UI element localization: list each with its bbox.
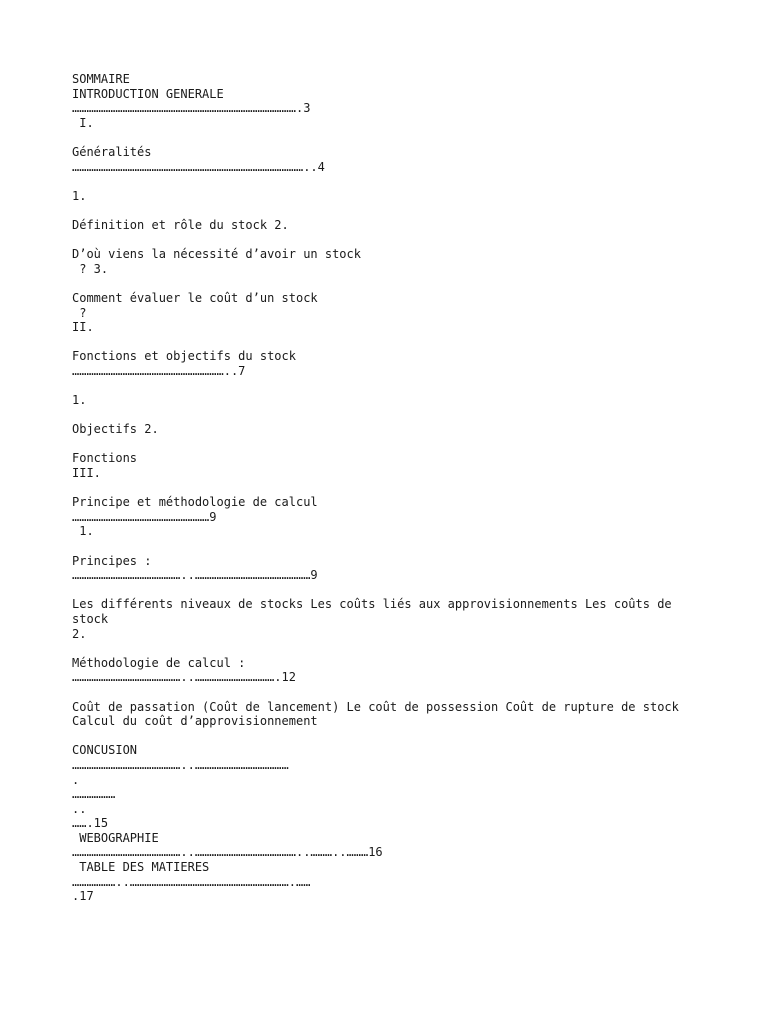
toc-line: Fonctions et objectifs du stock: [72, 349, 296, 364]
toc-line: I.: [72, 115, 94, 130]
toc-line: …………………………………………………9: [72, 509, 217, 524]
toc-line: Généralités: [72, 144, 152, 159]
blank-line: [72, 539, 712, 554]
toc-line: 1.: [72, 524, 94, 539]
toc-line: CONCUSION: [72, 743, 138, 758]
toc-line: .: [72, 772, 80, 787]
blank-line: [72, 685, 712, 700]
toc-line: D’où viens la nécessité d’avoir un stock: [72, 247, 361, 262]
blank-line: [72, 481, 712, 496]
toc-line: Objectifs 2.: [72, 422, 159, 437]
blank-line: [72, 174, 712, 189]
toc-line: ………………………………………………………..7: [72, 363, 246, 378]
toc-line: Comment évaluer le coût d’un stock: [72, 290, 318, 305]
toc-line: Coût de passation (Coût de lancement) Le coût de possession Coût de rupture de stock: [72, 699, 679, 714]
blank-line: [72, 276, 712, 291]
table-of-contents-page: [72, 72, 712, 904]
blank-line: [72, 583, 712, 598]
toc-line: 2.: [72, 626, 87, 641]
toc-line: II.: [72, 320, 94, 335]
blank-line: [72, 641, 712, 656]
toc-line: Principe et méthodologie de calcul: [72, 495, 318, 510]
blank-line: [72, 378, 712, 393]
toc-line: ………………………………………..…………………………………………9: [72, 568, 318, 583]
toc-line: WEBOGRAPHIE: [72, 830, 159, 845]
blank-line: [72, 233, 712, 248]
blank-line: [72, 130, 712, 145]
blank-line: [72, 335, 712, 350]
toc-line: 1.: [72, 188, 87, 203]
toc-line: ………………………………………………………………………………….3: [72, 101, 311, 116]
toc-line: ?: [72, 305, 87, 320]
toc-line: Définition et rôle du stock 2.: [72, 217, 289, 232]
toc-line: ………………………………………..…………………………….12: [72, 670, 296, 685]
toc-line: .17: [72, 889, 94, 904]
toc-line: ………………: [72, 787, 116, 802]
toc-line: Fonctions: [72, 451, 138, 466]
toc-line: ………………………………………..……………………………………..………..………16: [72, 845, 383, 860]
toc-line: ..: [72, 801, 87, 816]
toc-line: ? 3.: [72, 261, 109, 276]
blank-line: [72, 203, 712, 218]
toc-line: ………………………………………..…………………………………: [72, 757, 289, 772]
blank-line: [72, 729, 712, 744]
toc-line: ………………..………………………………………………………….……: [72, 874, 311, 889]
toc-line: INTRODUCTION GENERALE: [72, 86, 224, 101]
toc-line: III.: [72, 466, 101, 481]
blank-line: [72, 437, 712, 452]
blank-line: [72, 408, 712, 423]
toc-line: ……………………………………………………………………………………..4: [72, 159, 325, 174]
toc-title: SOMMAIRE: [72, 72, 130, 86]
toc-line: 1.: [72, 393, 87, 408]
toc-line: TABLE DES MATIERES: [72, 860, 210, 875]
toc-line: …….15: [72, 816, 109, 831]
toc-lines: [72, 87, 712, 904]
toc-line: Calcul du coût d’approvisionnement: [72, 714, 318, 729]
toc-line: Les différents niveaux de stocks Les coûts liés aux approvisionnements Les coûts de stock: [72, 597, 672, 626]
toc-line: Méthodologie de calcul :: [72, 655, 246, 670]
toc-line: Principes :: [72, 553, 152, 568]
